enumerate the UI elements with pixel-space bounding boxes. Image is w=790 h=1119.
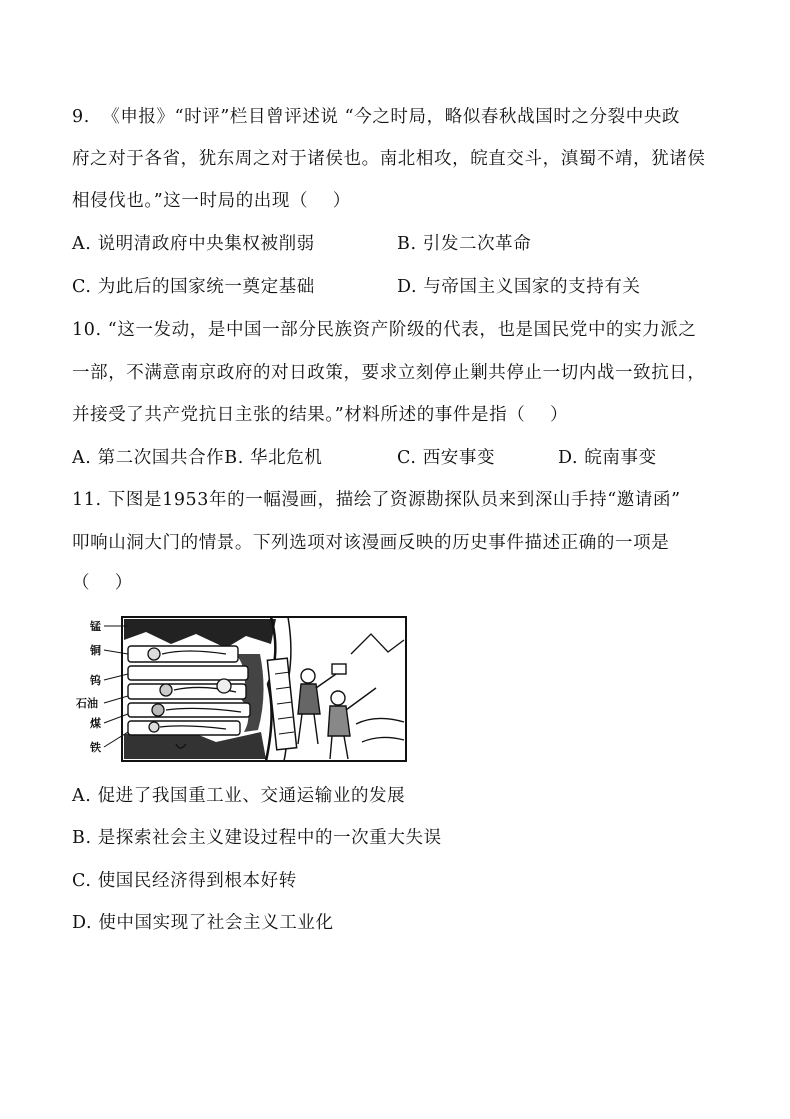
- cartoon-illustration: [76, 614, 408, 764]
- q9-stem-line-1: 9. 《申报》“时评”栏目曾评述说 “今之时局，略似春秋战国时之分裂中央政: [72, 107, 681, 127]
- q11-option-a: A. 促进了我国重工业、交通运输业的发展: [72, 786, 406, 806]
- cartoon-label-iron: 铁: [90, 741, 101, 754]
- q10-stem-line-1: 10. “这一发动，是中国一部分民族资产阶级的代表，也是国民党中的实力派之: [72, 320, 697, 340]
- q9-stem-line-2: 府之对于各省，犹东周之对于诸侯也。南北相攻，皖直交斗，滇蜀不靖，犹诸侯: [72, 149, 706, 169]
- q11-option-b: B. 是探索社会主义建设过程中的一次重大失误: [72, 828, 442, 848]
- q10-stem-line-3: 并接受了共产党抗日主张的结果。”材料所述的事件是指（ ）: [72, 405, 569, 425]
- q11-option-c: C. 使国民经济得到根本好转: [72, 871, 297, 891]
- cartoon-label-tungsten: 钨: [90, 674, 101, 687]
- cartoon-label-coal: 煤: [90, 717, 101, 730]
- q9-stem-line-3: 相侵伐也。”这一时局的出现（ ）: [72, 191, 351, 211]
- q11-stem-line-2: 叩响山洞大门的情景。下列选项对该漫画反映的历史事件描述正确的一项是: [72, 533, 670, 553]
- q10-option-c: C. 西安事变: [397, 448, 496, 468]
- cartoon-label-manganese: 锰: [90, 620, 101, 633]
- cartoon-label-copper: 铜: [90, 644, 101, 657]
- q9-option-d: D. 与帝国主义国家的支持有关: [397, 277, 641, 297]
- q10-option-d: D. 皖南事变: [558, 448, 657, 468]
- q11-stem-line-1: 11. 下图是1953年的一幅漫画，描绘了资源勘探队员来到深山手持“邀请函”: [72, 490, 681, 510]
- q9-option-b: B. 引发二次革命: [397, 234, 532, 254]
- q10-option-ab: A. 第二次国共合作B. 华北危机: [72, 448, 323, 468]
- cartoon-label-petroleum: 石油: [76, 697, 98, 710]
- q11-stem-line-3: （ ）: [72, 573, 133, 593]
- q9-option-a: A. 说明清政府中央集权被削弱: [72, 234, 315, 254]
- q10-stem-line-2: 一部，不满意南京政府的对日政策，要求立刻停止剿共停止一切内战一致抗日，: [72, 363, 706, 383]
- q9-option-c: C. 为此后的国家统一奠定基础: [72, 277, 315, 297]
- q11-option-d: D. 使中国实现了社会主义工业化: [72, 913, 334, 933]
